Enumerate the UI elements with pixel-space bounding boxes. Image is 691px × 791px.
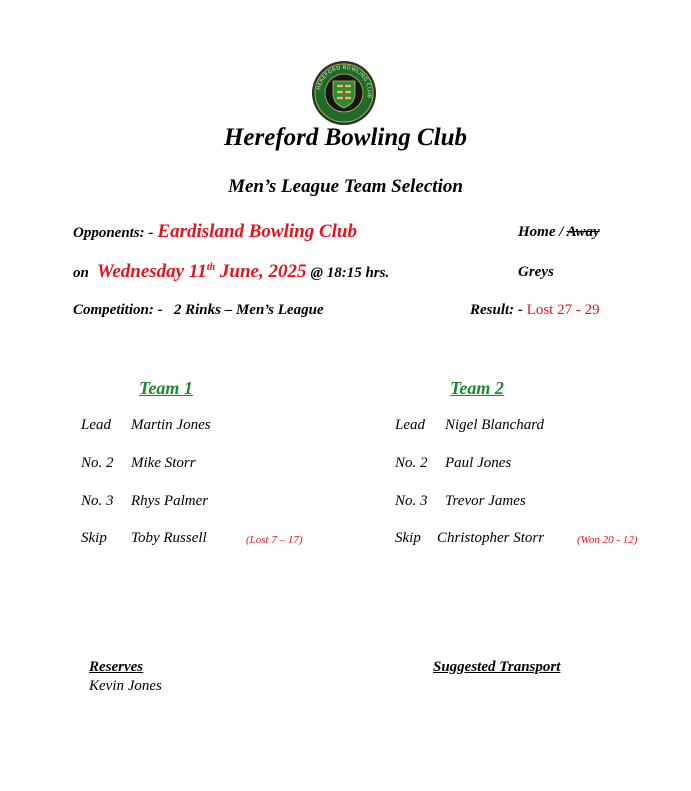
player-name: Paul Jones — [445, 455, 512, 471]
team-2-no2-row — [395, 455, 511, 472]
date-prefix: Wednesday 11 — [96, 261, 207, 282]
reserve-player: Kevin Jones — [89, 678, 162, 694]
opponents-row — [73, 221, 357, 243]
team-2-lead-row — [395, 417, 544, 434]
crest-ring-text: HEREFORD BOWLING CLUB — [316, 64, 373, 99]
team-1-heading: Team 1 — [139, 378, 193, 398]
team-2-no3-row — [395, 493, 526, 510]
club-crest-icon — [311, 60, 377, 126]
team-1-lead-row — [81, 417, 211, 434]
team-1-skip-row — [81, 530, 207, 547]
club-title: Hereford Bowling Club — [223, 124, 468, 151]
competition-label: Competition: - — [73, 302, 163, 318]
on-label: on — [73, 265, 89, 281]
match-date — [97, 261, 307, 282]
position-label: No. 2 — [81, 455, 114, 471]
position-label: Lead — [395, 417, 425, 433]
result-row — [470, 302, 600, 319]
player-name: Toby Russell — [131, 530, 207, 546]
player-name: Christopher Storr — [437, 530, 545, 546]
date-rest: June, 2025 — [215, 261, 307, 282]
position-label: Lead — [81, 417, 111, 433]
player-name: Mike Storr — [131, 455, 196, 471]
competition-value: 2 Rinks – Men’s League — [173, 302, 324, 318]
transport-heading: Suggested Transport — [433, 659, 561, 675]
team-1-no2-row — [81, 455, 196, 472]
dress-colours: Greys — [518, 264, 554, 280]
opponents-value: Eardisland Bowling Club — [157, 221, 357, 242]
player-name: Rhys Palmer — [131, 493, 209, 509]
player-name: Martin Jones — [131, 417, 211, 433]
team-2-skip-row — [395, 530, 544, 547]
position-label: Skip — [81, 530, 107, 546]
position-label: Skip — [395, 530, 421, 546]
team-2-rink-result: (Won 20 - 12) — [577, 534, 638, 546]
home-away — [518, 224, 600, 241]
position-label: No. 3 — [395, 493, 428, 509]
home-label: Home / — [518, 224, 567, 240]
position-label: No. 2 — [395, 455, 428, 471]
team-1-no3-row — [81, 493, 208, 510]
match-time: @ 18:15 hrs. — [310, 265, 390, 281]
opponents-label: Opponents: - — [73, 225, 154, 241]
position-label: No. 3 — [81, 493, 114, 509]
player-name: Nigel Blanchard — [445, 417, 545, 433]
result-value: Lost 27 - 29 — [526, 302, 600, 318]
away-label: Away — [566, 224, 600, 240]
date-row — [73, 261, 389, 283]
page-title: Men’s League Team Selection — [228, 176, 463, 197]
team-1-rink-result: (Lost 7 – 17) — [246, 534, 303, 546]
player-name: Trevor James — [445, 493, 526, 509]
date-suffix: th — [206, 262, 216, 273]
competition-row — [73, 302, 324, 319]
result-label: Result: - — [470, 302, 523, 318]
club-crest-svg — [311, 60, 377, 126]
reserves-heading: Reserves — [89, 659, 144, 675]
team-2-heading: Team 2 — [450, 378, 504, 398]
